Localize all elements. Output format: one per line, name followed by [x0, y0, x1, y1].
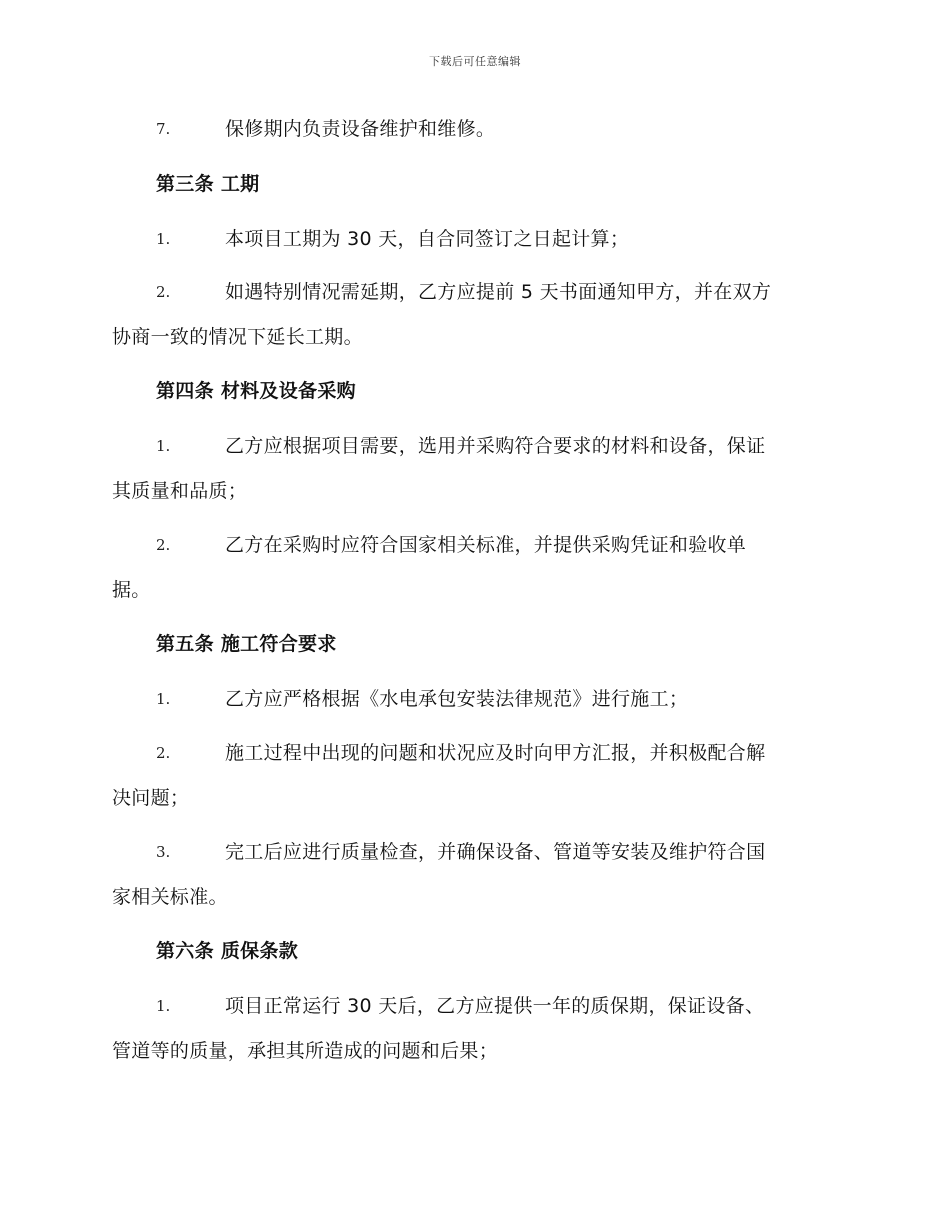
item-number: 3. [156, 843, 171, 861]
item-text-continuation: 决问题； [112, 787, 190, 809]
item-text: 完工后应进行质量检查，并确保设备、管道等安装及维护符合国 [225, 841, 766, 863]
item-text-continuation: 其质量和品质； [112, 480, 248, 502]
item-text-continuation: 协商一致的情况下延长工期。 [112, 326, 363, 348]
section-heading-text: 第三条 工期 [156, 173, 260, 195]
item-text: 项目正常运行 30 天后，乙方应提供一年的质保期，保证设备、 [225, 995, 765, 1017]
item-number: 7. [156, 120, 171, 138]
item-number: 1. [156, 997, 171, 1015]
item-text-continuation: 据。 [112, 579, 151, 601]
item-text: 乙方在采购时应符合国家相关标准，并提供采购凭证和验收单 [225, 534, 747, 556]
section-heading-text: 第五条 施工符合要求 [156, 633, 337, 655]
item-text: 乙方应严格根据《水电承包安装法律规范》进行施工； [225, 688, 689, 710]
item-text-continuation: 管道等的质量，承担其所造成的问题和后果； [112, 1040, 499, 1062]
page-header: 下载后可任意编辑 [429, 55, 521, 68]
item-number: 1. [156, 437, 171, 455]
item-number: 2. [156, 744, 171, 762]
section-heading-text: 第四条 材料及设备采购 [156, 380, 356, 402]
item-text: 乙方应根据项目需要，选用并采购符合要求的材料和设备，保证 [225, 435, 766, 457]
item-number: 1. [156, 690, 171, 708]
item-number: 1. [156, 230, 171, 248]
item-text: 保修期内负责设备维护和维修。 [225, 118, 496, 140]
section-heading-text: 第六条 质保条款 [156, 940, 299, 962]
item-text: 施工过程中出现的问题和状况应及时向甲方汇报，并积极配合解 [225, 742, 766, 764]
item-text: 如遇特别情况需延期，乙方应提前 5 天书面通知甲方，并在双方 [225, 281, 772, 303]
item-number: 2. [156, 283, 171, 301]
item-number: 2. [156, 536, 171, 554]
item-text-continuation: 家相关标准。 [112, 886, 228, 908]
item-text: 本项目工期为 30 天，自合同签订之日起计算； [225, 228, 630, 250]
